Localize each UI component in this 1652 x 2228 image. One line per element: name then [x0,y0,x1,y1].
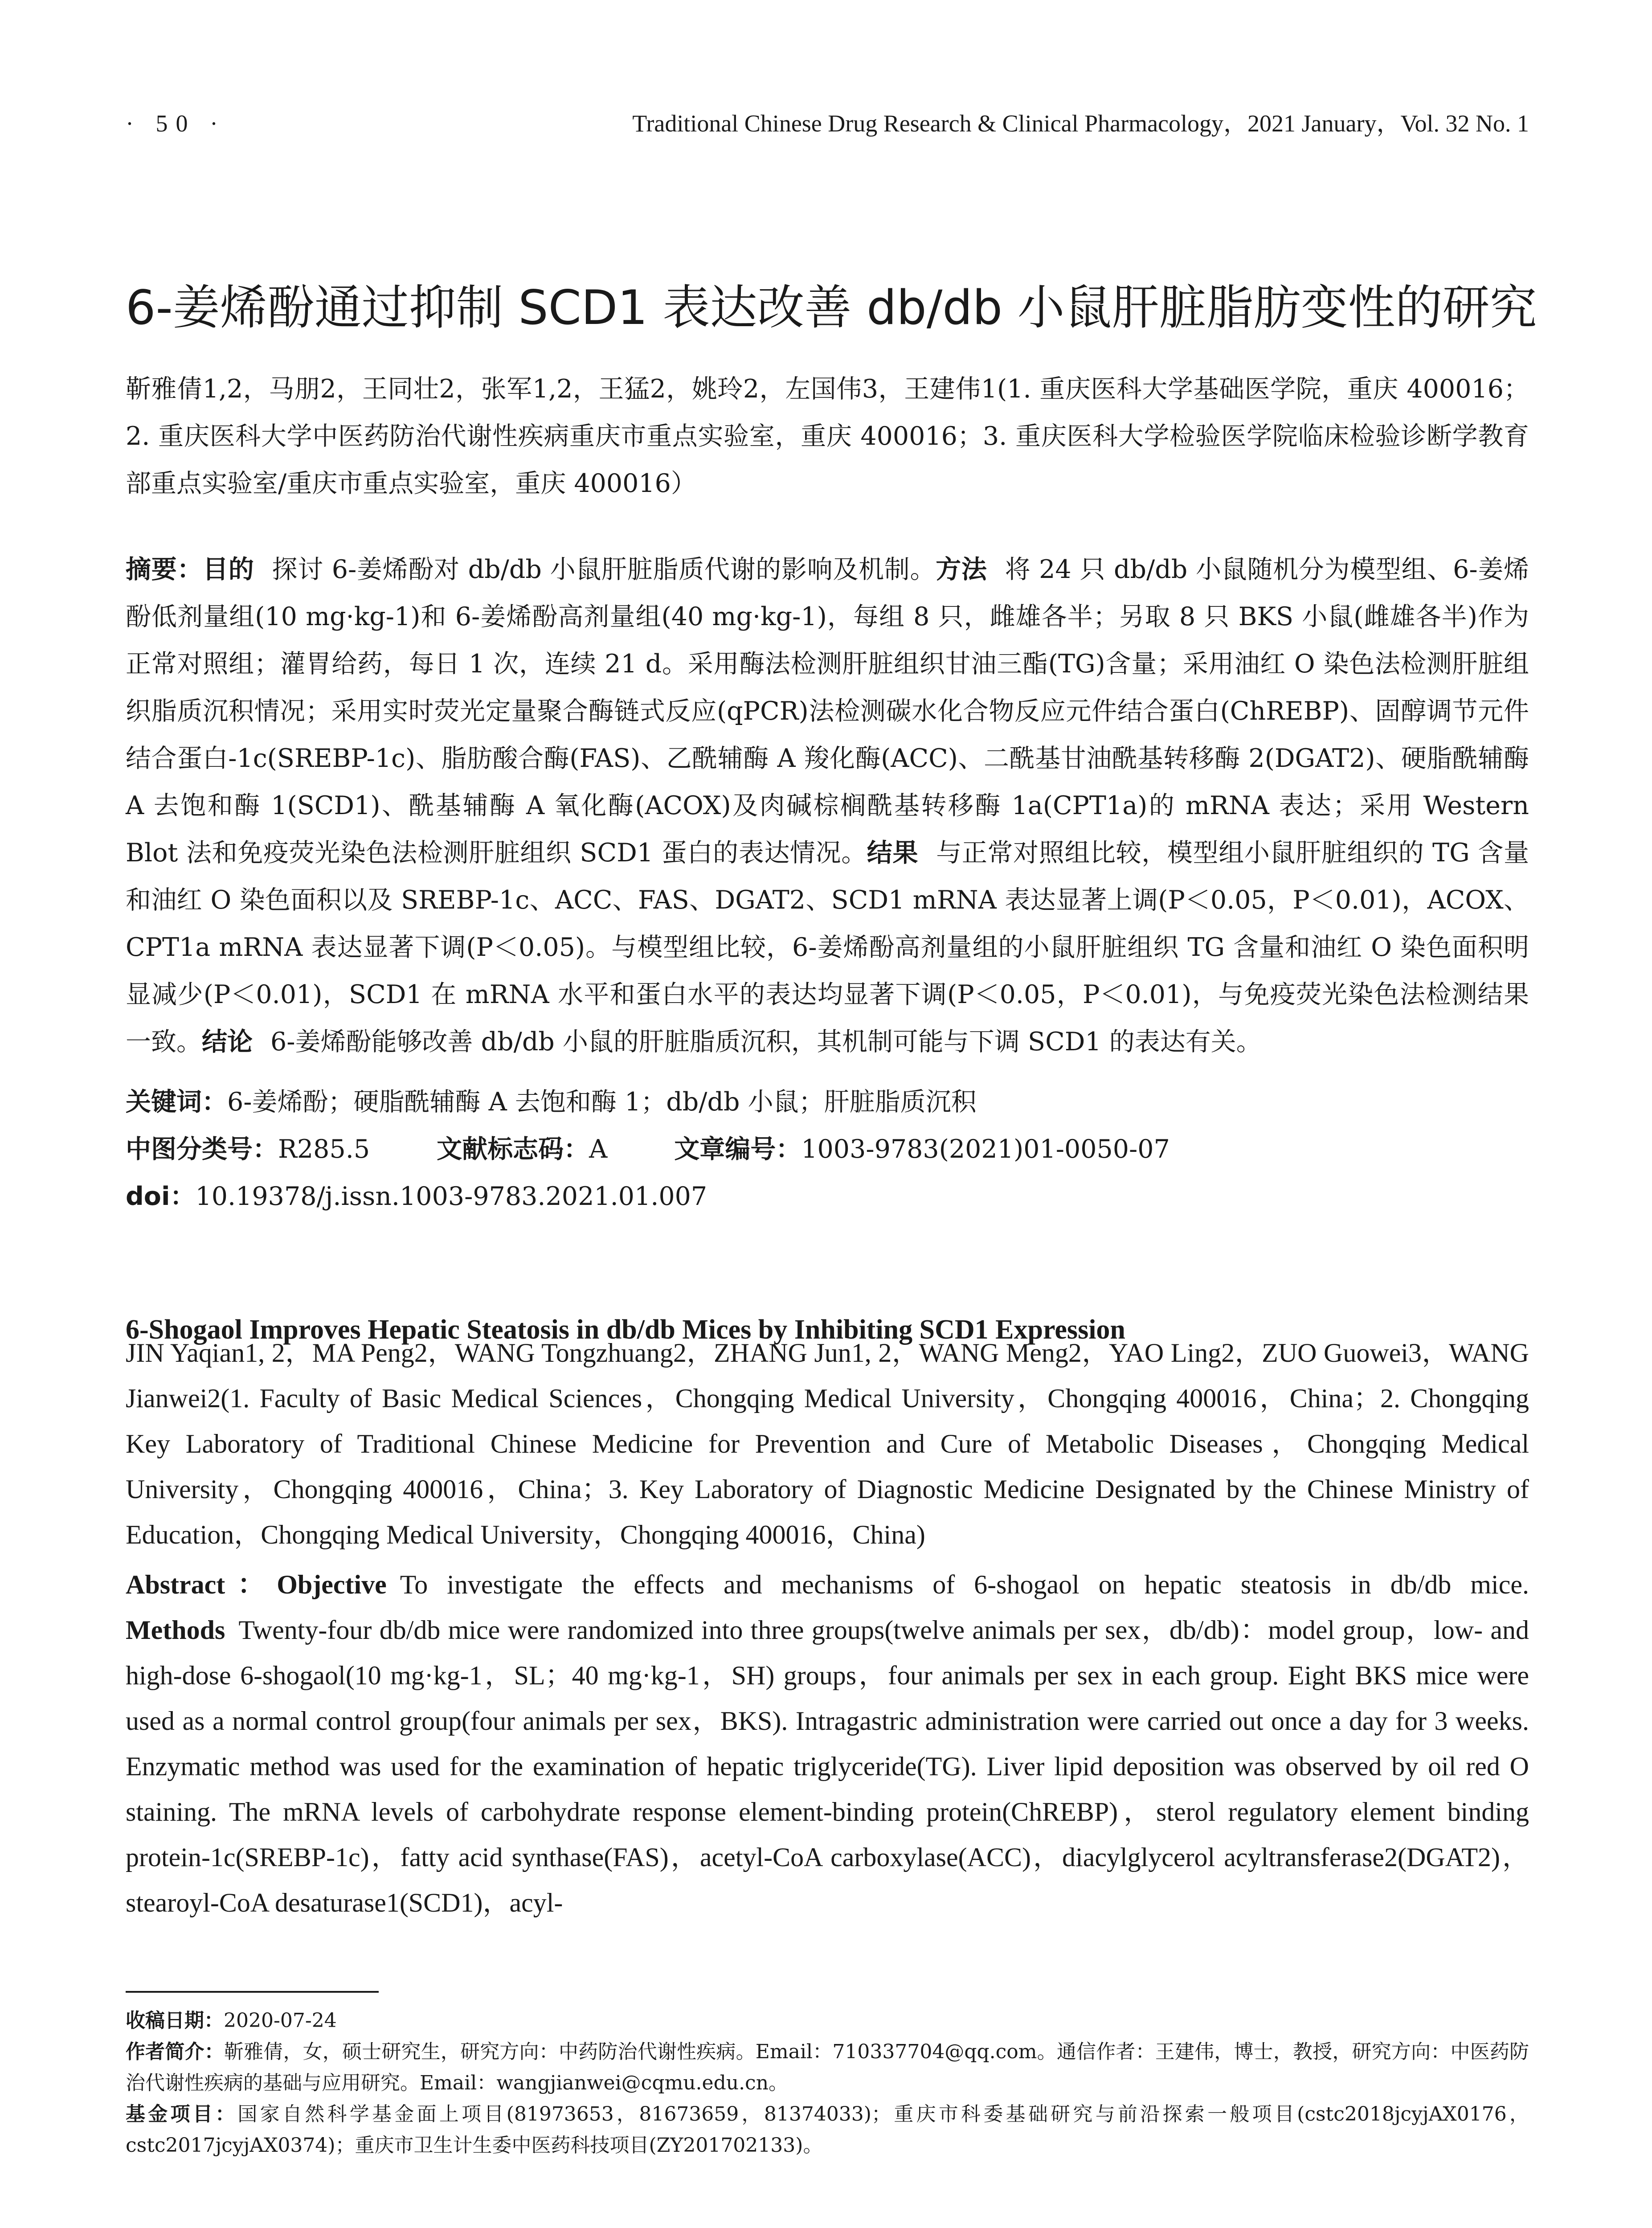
doi-value[interactable]: 10.19378/j.issn.1003-9783.2021.01.007 [195,1182,707,1211]
methods-text-cn: 将 24 只 db/db 小鼠随机分为模型组、6-姜烯酚低剂量组(10 mg·kg-1)和 6-姜烯酚高剂量组(40 mg·kg-1)，每组 8 只，雌雄各半；另取 8 只 BKS 小鼠(雌雄各半)作为正常对照组；灌胃给药，每日 1 次，连续 21 d。采用酶法检测肝脏组织甘油三酯(TG)含量；采用油红 O 染色法检测肝脏组织脂质沉积情况；采用实时荧光定量聚合酶链式反应(qPCR)法检测碳水化合物反应元件结合蛋白(ChREBP)、固醇调节元件结合蛋白-1c(SREBP-1c)、脂肪酸合酶(FAS)、乙酰辅酶 A 羧化酶(ACC)、二酰基甘油酰基转移酶 2(DGAT2)、硬脂酰辅酶 A 去饱和酶 1(SCD1)、酰基辅酶 A 氧化酶(ACOX)及肉碱棕榈酰基转移酶 1a(CPT1a)的 mRNA 表达；采用 Western Blot 法和免疫荧光染色法检测肝脏组织 SCD1 蛋白的表达情况。 [126,555,1529,868]
footnotes [126,2005,1529,2161]
results-text-cn: 与正常对照组比较，模型组小鼠肝脏组织的 TG 含量和油红 O 染色面积以及 SREBP-1c、ACC、FAS、DGAT2、SCD1 mRNA 表达显著上调(P＜0.05，P＜0.01)，ACOX、CPT1a mRNA 表达显著下调(P＜0.05)。与模型组比较，6-姜烯酚高剂量组的小鼠肝脏组织 TG 含量和油红 O 染色面积明显减少(P＜0.01)，SCD1 在 mRNA 水平和蛋白水平的表达均显著下调(P＜0.05，P＜0.01)，与免疫荧光染色法检测结果一致。 [126,838,1529,1057]
objective-label-en: Objective [277,1570,387,1599]
objective-text-cn: 探讨 6-姜烯酚对 db/db 小鼠肝脏脂质代谢的影响及机制。 [272,555,936,584]
received-value: 2020-07-24 [224,2009,337,2032]
running-header [126,103,1529,143]
abstract-label-cn: 摘要： [126,555,203,584]
fund-note [126,2099,1529,2161]
classification-line [126,1126,1529,1173]
article-meta [126,1078,1529,1220]
clc-label: 中图分类号： [126,1134,278,1164]
fund-label: 基金项目： [126,2103,238,2126]
journal-citation: Traditional Chinese Drug Research & Clinical Pharmacology，2021 January，Vol. 32 No. 1 [632,110,1529,137]
author-bio-note [126,2036,1529,2099]
article-title-cn: 6-姜烯酚通过抑制 SCD1 表达改善 db/db 小鼠肝脏脂肪变性的研究 [126,280,1537,336]
page-number: · 50 · [126,110,226,137]
abstract-en [126,1562,1529,1925]
fund-text: 国家自然科学基金面上项目(81973653，81673659，81374033)；重庆市科委基础研究与前沿探索一般项目(cstc2018jcyjAX0176，cstc2017jcyjAX0374)；重庆市卫生计生委中医药科技项目(ZY201702133)。 [126,2103,1529,2157]
article-no-value: 1003-9783(2021)01-0050-07 [801,1134,1170,1164]
authors-affiliations-en: JIN Yaqian1, 2，MA Peng2，WANG Tongzhuang2，ZHANG Jun1, 2，WANG Meng2，YAO Ling2，ZUO Guowei3，WANG Jianwei2(1. Faculty of Basic Medical Sciences，Chongqing Medical University，Chongqing 400016，China；2. Chongqing Key Laboratory of Traditional Chinese Medicine for Prevention and Cure of Metabolic Diseases，Chongqing Medical University，Chongqing 400016，China；3. Key Laboratory of Diagnostic Medicine Designated by the Chinese Ministry of Education，Chongqing Medical University，Chongqing 400016，China) [126,1338,1529,1549]
clc-value: R285.5 [278,1134,370,1164]
author-bio-label: 作者简介： [126,2040,224,2063]
author-bio-text: 靳雅倩，女，硕士研究生，研究方向：中药防治代谢性疾病。Email：710337704@qq.com。通信作者：王建伟，博士，教授，研究方向：中医药防治代谢性疾病的基础与应用研究。Email：wangjianwei@cqmu.edu.cn。 [126,2040,1529,2094]
keywords-label: 关键词： [126,1087,227,1117]
article-title-en: 6-Shogaol Improves Hepatic Steatosis in db/db Mices by Inhibiting SCD1 Expression [126,1315,1125,1345]
authors-affiliations-cn: 靳雅倩1,2，马朋2，王同壮2，张军1,2，王猛2，姚玲2，左国伟3，王建伟1(1. 重庆医科大学基础医学院，重庆 400016；2. 重庆医科大学中医药防治代谢性疾病重庆市重点实验室，重庆 400016；3. 重庆医科大学检验医学院临床检验诊断学教育部重点实验室/重庆市重点实验室，重庆 400016） [126,374,1529,498]
doc-code-value: A [589,1134,608,1164]
conclusion-text-cn: 6-姜烯酚能够改善 db/db 小鼠的肝脏脂质沉积，其机制可能与下调 SCD1 的表达有关。 [270,1027,1262,1057]
doi-label: doi： [126,1182,196,1211]
objective-text-en: To investigate the effects and mechanisms of 6-shogaol on hepatic steatosis in db/db mice. [400,1570,1529,1599]
keywords-line [126,1078,1529,1126]
doc-code-label: 文献标志码： [437,1134,589,1164]
keywords-value: 6-姜烯酚；硬脂酰辅酶 A 去饱和酶 1；db/db 小鼠；肝脏脂质沉积 [227,1087,977,1117]
methods-label-cn: 方法 [936,555,987,584]
article-no-label: 文章编号： [674,1134,801,1164]
received-date-note [126,2005,1529,2036]
conclusion-label-cn: 结论 [202,1027,253,1057]
doi-line [126,1173,1529,1220]
footnote-divider [126,1991,379,1993]
methods-text-en: Twenty-four db/db mice were randomized into three groups(twelve animals per sex，db/db)：model group，low- and high-dose 6-shogaol(10 mg·kg-1，SL；40 mg·kg-1，SH) groups，four animals per sex in each group. Eight BKS mice were used as a normal control group(four animals per sex，BKS). Intragastric administration were carried out once a day for 3 weeks. Enzymatic method was used for the examination of hepatic triglyceride(TG). Liver lipid deposition was observed by oil red O staining. The mRNA levels of carbohydrate response element-binding protein(ChREBP)，sterol regulatory element binding protein-1c(SREBP-1c)，fatty acid synthase(FAS)，acetyl-CoA carboxylase(ACC)，diacylglycerol acyltransferase2(DGAT2)，stearoyl-CoA desaturase1(SCD1)，acyl- [126,1615,1529,1917]
abstract-label-en: Abstract： [126,1570,277,1599]
methods-label-en: Methods [126,1615,225,1645]
results-label-cn: 结果 [867,838,919,868]
received-label: 收稿日期： [126,2009,224,2032]
objective-label-cn: 目的 [203,555,254,584]
abstract-cn [126,546,1529,1065]
